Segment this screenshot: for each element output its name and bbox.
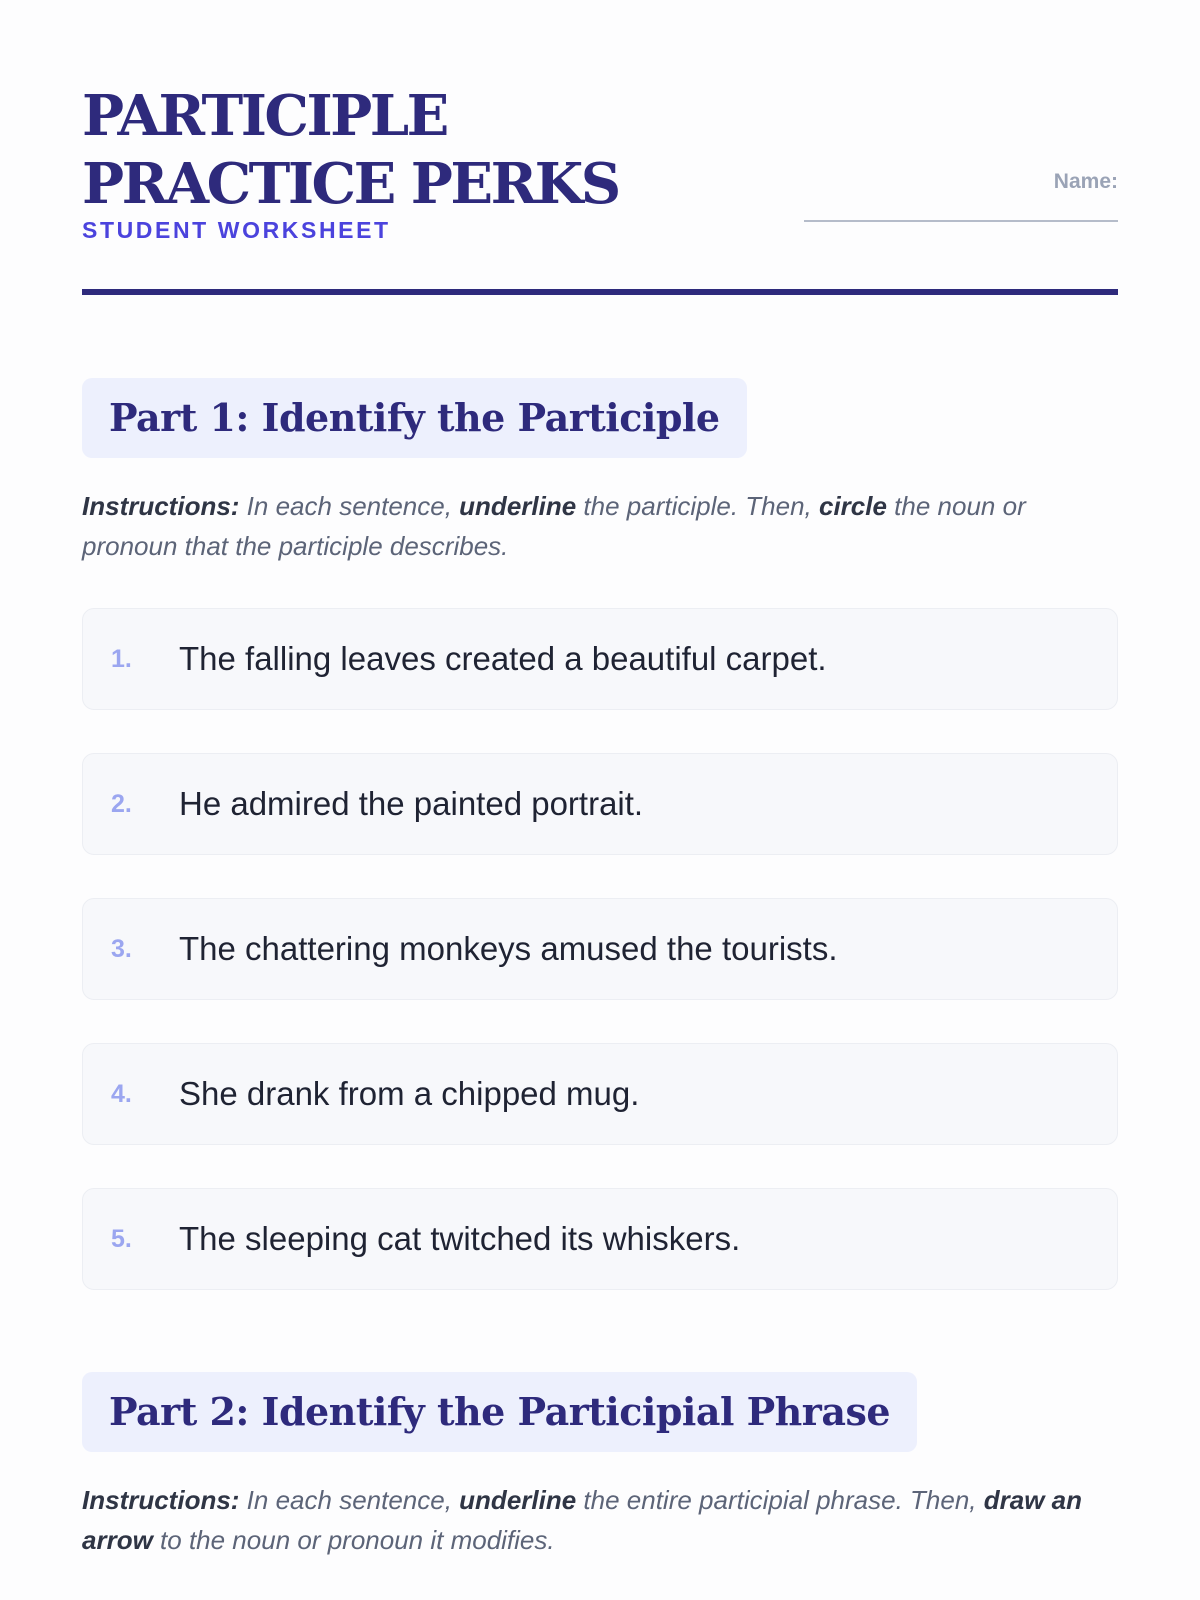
instructions-text: the entire participial phrase. Then,	[576, 1485, 984, 1515]
part-1-section	[82, 378, 1118, 1333]
item-sentence: He admired the painted portrait.	[179, 785, 644, 822]
page-title: PARTICIPLE PRACTICE PERKS	[82, 83, 619, 217]
item-number: 5.	[111, 1224, 132, 1253]
part-2-instructions	[82, 1480, 1118, 1560]
instructions-lead: Instructions:	[82, 491, 240, 521]
instructions-emphasis: draw an arrow	[82, 1485, 1082, 1555]
instructions-lead: Instructions:	[82, 1485, 240, 1515]
item-number: 2.	[111, 789, 132, 818]
sentence-item-5	[82, 1188, 1118, 1290]
item-sentence: She drank from a chipped mug.	[179, 1075, 640, 1112]
item-number: 3.	[111, 934, 132, 963]
part-2-title: Part 2: Identify the Participial Phrase	[82, 1372, 917, 1452]
instructions-text: In each sentence,	[239, 1485, 460, 1515]
sentence-item-1	[82, 608, 1118, 710]
sentence-item-2	[82, 753, 1118, 855]
item-sentence: The chattering monkeys amused the tourists.	[179, 930, 838, 967]
name-write-line[interactable]	[804, 220, 1118, 222]
instructions-emphasis: underline	[459, 1485, 577, 1515]
item-number: 1.	[111, 644, 132, 673]
page-subtitle: STUDENT WORKSHEET	[82, 217, 391, 243]
part-1-title: Part 1: Identify the Participle	[82, 378, 747, 458]
instructions-text: In each sentence,	[239, 491, 460, 521]
name-field[interactable]	[804, 170, 1118, 222]
item-sentence: The sleeping cat twitched its whiskers.	[179, 1220, 741, 1257]
item-sentence: The falling leaves created a beautiful carpet.	[179, 640, 827, 677]
item-number: 4.	[111, 1079, 132, 1108]
sentence-item-3	[82, 898, 1118, 1000]
sentence-item-4	[82, 1043, 1118, 1145]
instructions-text: the participle. Then,	[576, 491, 819, 521]
part-1-instructions	[82, 486, 1118, 566]
header-divider	[82, 289, 1118, 295]
worksheet-header	[82, 0, 1118, 296]
part-2-section	[82, 1372, 1118, 1560]
instructions-text: the noun or pronoun that the participle describes.	[82, 491, 1026, 561]
instructions-emphasis: underline	[459, 491, 577, 521]
instructions-emphasis: circle	[819, 491, 887, 521]
part-1-sentence-list	[82, 608, 1118, 1290]
instructions-text: to the noun or pronoun it modifies.	[152, 1525, 555, 1555]
name-label: Name:	[1053, 170, 1118, 193]
